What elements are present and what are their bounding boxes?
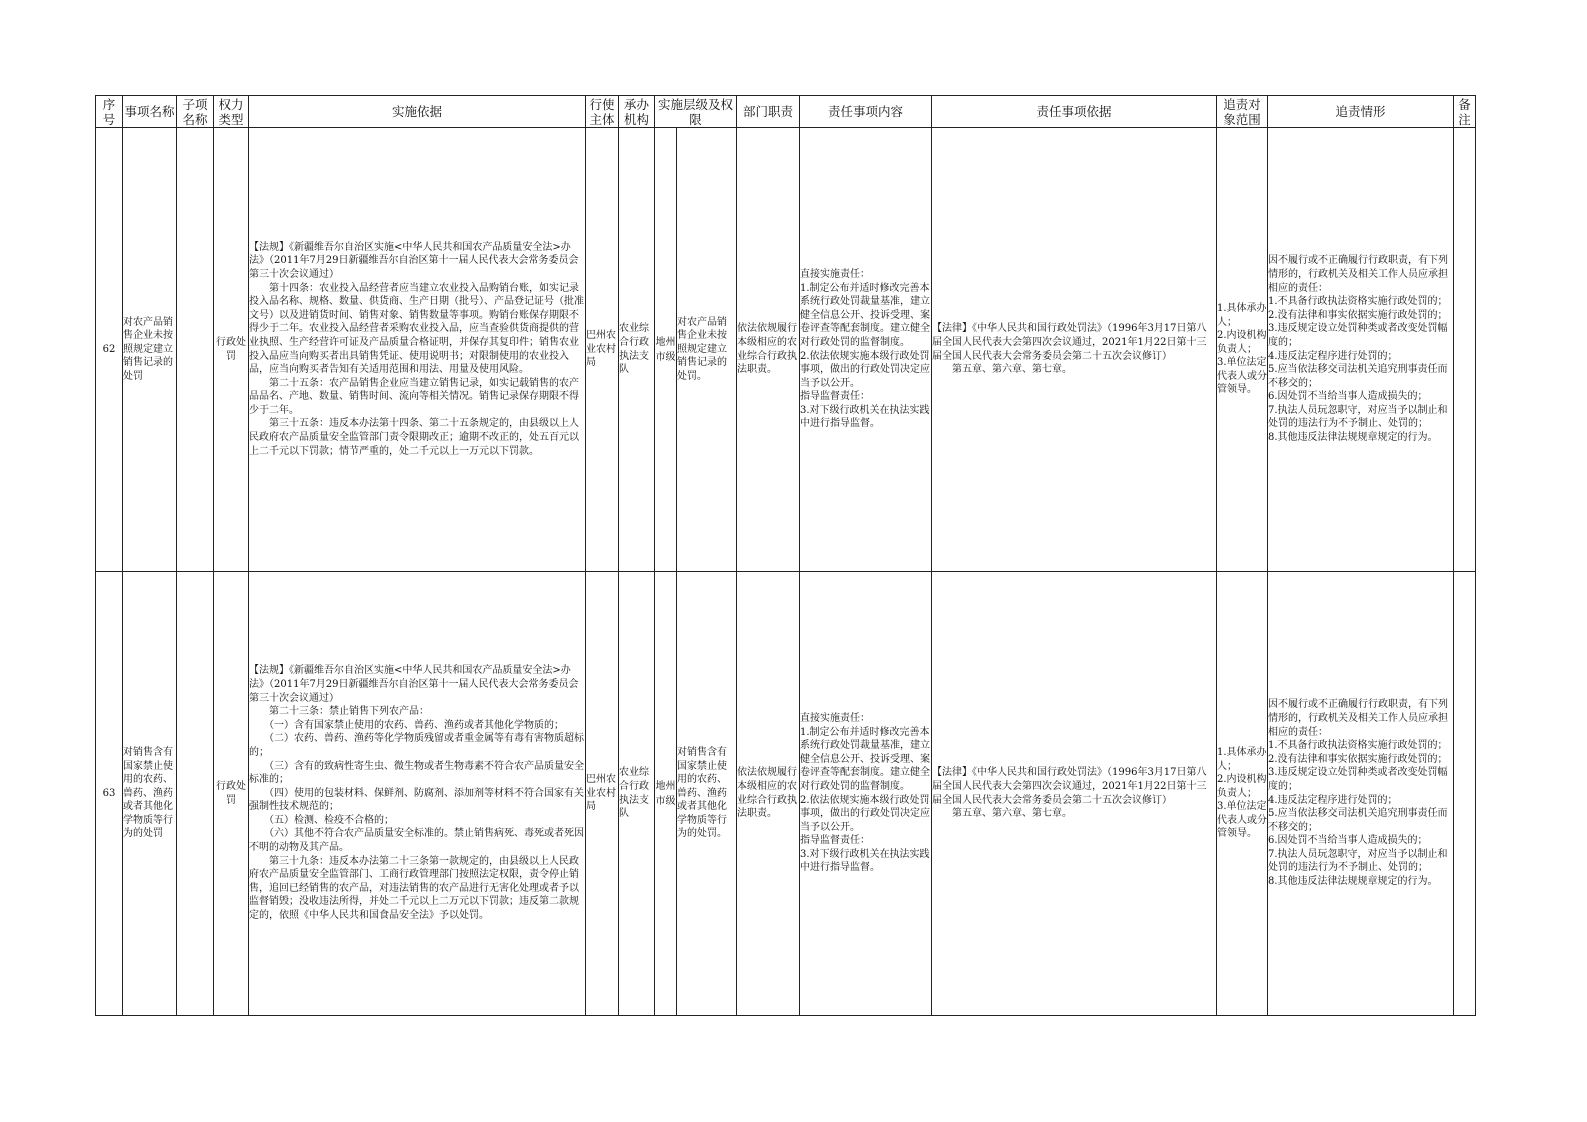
row-basis: 【法规】《新疆维吾尔自治区实施<中华人民共和国农产品质量安全法>办法》（2011年7月29日新疆维吾尔自治区第十一届人民代表大会常务委员会第三十次会议通过） 第十四条：农业投入品经营者应当建立农业投入品购销台账，如实记录投入品名称、规格、数量、供货商、生产日期（批号）、产品登记证号（批准文号）以及进销货时间、销售对象、销售数量等事项。购销台账保存期限不得少于二年。农业投入品经营者采购农业投入品，应当查验供货商提供的营业执照、生产经营许可证及产品质量合格证明，并保存其复印件；销售农业投入品应当向购买者出具销售凭证、使用说明书；对限制使用的农业投入品，应当向购买者告知有关适用范围和用法、用量及使用风险。 第二十五条：农产品销售企业应当建立销售记录，如实记载销售的农产品品名、产地、数量、销售时间、流向等相关情况。销售记录保存期限不得少于二年。 第三十五条：违反本办法第十四条、第二十五条规定的，由县级以上人民政府农产品质量安全监管部门责令限期改正；逾期不改正的，处五百元以上二千元以下罚款；情节严重的，处二千元以上一万元以下罚款。 (249, 128, 586, 572)
row-duty: 依法依规履行本级相应的农业综合行政执法职责。 (737, 128, 800, 572)
row-scope: 1.具体承办人； 2.内设机构负责人； 3.单位法定代表人或分管领导。 (1217, 128, 1268, 572)
row-resp-content: 直接实施责任： 1.制定公布并适时修改完善本系统行政处罚裁量基准，建立健全信息公开、投诉受理、案卷评查等配套制度。建立健全对行政处罚的监督制度。 2.依法依规实施本级行政处罚事项，做出的行政处罚决定应当予以公开。 指导监督责任： 3.对下级行政机关在执法实践中进行指导监督。 (800, 572, 932, 1016)
header-situation: 追责情形 (1268, 96, 1454, 128)
header-remark: 备注 (1454, 96, 1476, 128)
row-situation: 因不履行或不正确履行行政职责，有下列情形的，行政机关及相关工作人员应承担相应的责任： 1.不具备行政执法资格实施行政处罚的； 2.没有法律和事实依据实施行政处罚的； 3.违反规定设立处罚种类或者改变处罚幅度的； 4.违反法定程序进行处罚的； 5.应当依法移交司法机关追究刑事责任而不移交的； 6.因处罚不当给当事人造成损失的； 7.执法人员玩忽职守，对应当予以制止和处罚的违法行为不予制止、处罚的； 8.其他违反法律法规规章规定的行为。 (1268, 572, 1454, 1016)
header-agency: 承办机构 (619, 96, 655, 128)
row-item-name: 对销售含有国家禁止使用的农药、兽药、渔药或者其他化学物质等行为的处罚 (123, 572, 177, 1016)
row-agency: 农业综合行政执法支队 (619, 572, 655, 1016)
row-remark (1454, 128, 1476, 572)
row-authority: 对销售含有国家禁止使用的农药、兽药、渔药或者其他化学物质等行为的处罚。 (677, 572, 737, 1016)
row-sub-name (177, 572, 214, 1016)
row-item-name: 对农产品销售企业未按照规定建立销售记录的处罚 (123, 128, 177, 572)
header-duty: 部门职责 (737, 96, 800, 128)
header-scope: 追责对象范围 (1217, 96, 1268, 128)
table-row (96, 128, 1476, 572)
header-basis: 实施依据 (249, 96, 586, 128)
header-power-type: 权力类型 (214, 96, 249, 128)
header-seq: 序号 (96, 96, 123, 128)
header-level: 实施层级及权限 (655, 96, 737, 128)
row-seq: 63 (96, 572, 123, 1016)
responsibility-table (95, 95, 1476, 1016)
row-duty: 依法依规履行本级相应的农业综合行政执法职责。 (737, 572, 800, 1016)
row-resp-content: 直接实施责任： 1.制定公布并适时修改完善本系统行政处罚裁量基准，建立健全信息公开、投诉受理、案卷评查等配套制度。建立健全对行政处罚的监督制度。 2.依法依规实施本级行政处罚事项，做出的行政处罚决定应当予以公开。 指导监督责任： 3.对下级行政机关在执法实践中进行指导监督。 (800, 128, 932, 572)
row-situation: 因不履行或不正确履行行政职责，有下列情形的，行政机关及相关工作人员应承担相应的责任： 1.不具备行政执法资格实施行政处罚的； 2.没有法律和事实依据实施行政处罚的； 3.违反规定设立处罚种类或者改变处罚幅度的； 4.违反法定程序进行处罚的； 5.应当依法移交司法机关追究刑事责任而不移交的； 6.因处罚不当给当事人造成损失的； 7.执法人员玩忽职守，对应当予以制止和处罚的违法行为不予制止、处罚的； 8.其他违反法律法规规章规定的行为。 (1268, 128, 1454, 572)
table-row (96, 572, 1476, 1016)
header-resp-basis: 责任事项依据 (932, 96, 1217, 128)
header-row (96, 96, 1476, 128)
row-authority: 对农产品销售企业未按照规定建立销售记录的处罚。 (677, 128, 737, 572)
row-level: 地州市级 (655, 128, 677, 572)
header-item-name: 事项名称 (123, 96, 177, 128)
header-sub-name: 子项名称 (177, 96, 214, 128)
row-remark (1454, 572, 1476, 1016)
row-resp-basis: 【法律】《中华人民共和国行政处罚法》（1996年3月17日第八届全国人民代表大会第四次会议通过，2021年1月22日第十三届全国人民代表大会常务委员会第二十五次会议修订） 第五章、第六章、第七章。 (932, 128, 1217, 572)
row-subject: 巴州农业农村局 (586, 572, 619, 1016)
row-subject: 巴州农业农村局 (586, 128, 619, 572)
header-subject: 行使主体 (586, 96, 619, 128)
row-agency: 农业综合行政执法支队 (619, 128, 655, 572)
row-level: 地州市级 (655, 572, 677, 1016)
row-power-type: 行政处罚 (214, 128, 249, 572)
row-seq: 62 (96, 128, 123, 572)
row-power-type: 行政处罚 (214, 572, 249, 1016)
row-resp-basis: 【法律】《中华人民共和国行政处罚法》（1996年3月17日第八届全国人民代表大会第四次会议通过，2021年1月22日第十三届全国人民代表大会常务委员会第二十五次会议修订） 第五章、第六章、第七章。 (932, 572, 1217, 1016)
header-resp-content: 责任事项内容 (800, 96, 932, 128)
row-basis: 【法规】《新疆维吾尔自治区实施<中华人民共和国农产品质量安全法>办法》（2011年7月29日新疆维吾尔自治区第十一届人民代表大会常务委员会第三十次会议通过） 第二十三条：禁止销售下列农产品： （一）含有国家禁止使用的农药、兽药、渔药或者其他化学物质的； （二）农药、兽药、渔药等化学物质残留或者重金属等有毒有害物质超标的； （三）含有的致病性寄生虫、微生物或者生物毒素不符合农产品质量安全标准的； （四）使用的包装材料、保鲜剂、防腐剂、添加剂等材料不符合国家有关强制性技术规范的； （五）检测、检疫不合格的； （六）其他不符合农产品质量安全标准的。禁止销售病死、毒死或者死因不明的动物及其产品。 第三十九条：违反本办法第二十三条第一款规定的，由县级以上人民政府农产品质量安全监管部门、工商行政管理部门按照法定权限，责令停止销售，追回已经销售的农产品，对违法销售的农产品进行无害化处理或者予以监督销毁；没收违法所得，并处二千元以上二万元以下罚款；违反第二款规定的，依照《中华人民共和国食品安全法》予以处罚。 (249, 572, 586, 1016)
row-sub-name (177, 128, 214, 572)
row-scope: 1.具体承办人； 2.内设机构负责人； 3.单位法定代表人或分管领导。 (1217, 572, 1268, 1016)
